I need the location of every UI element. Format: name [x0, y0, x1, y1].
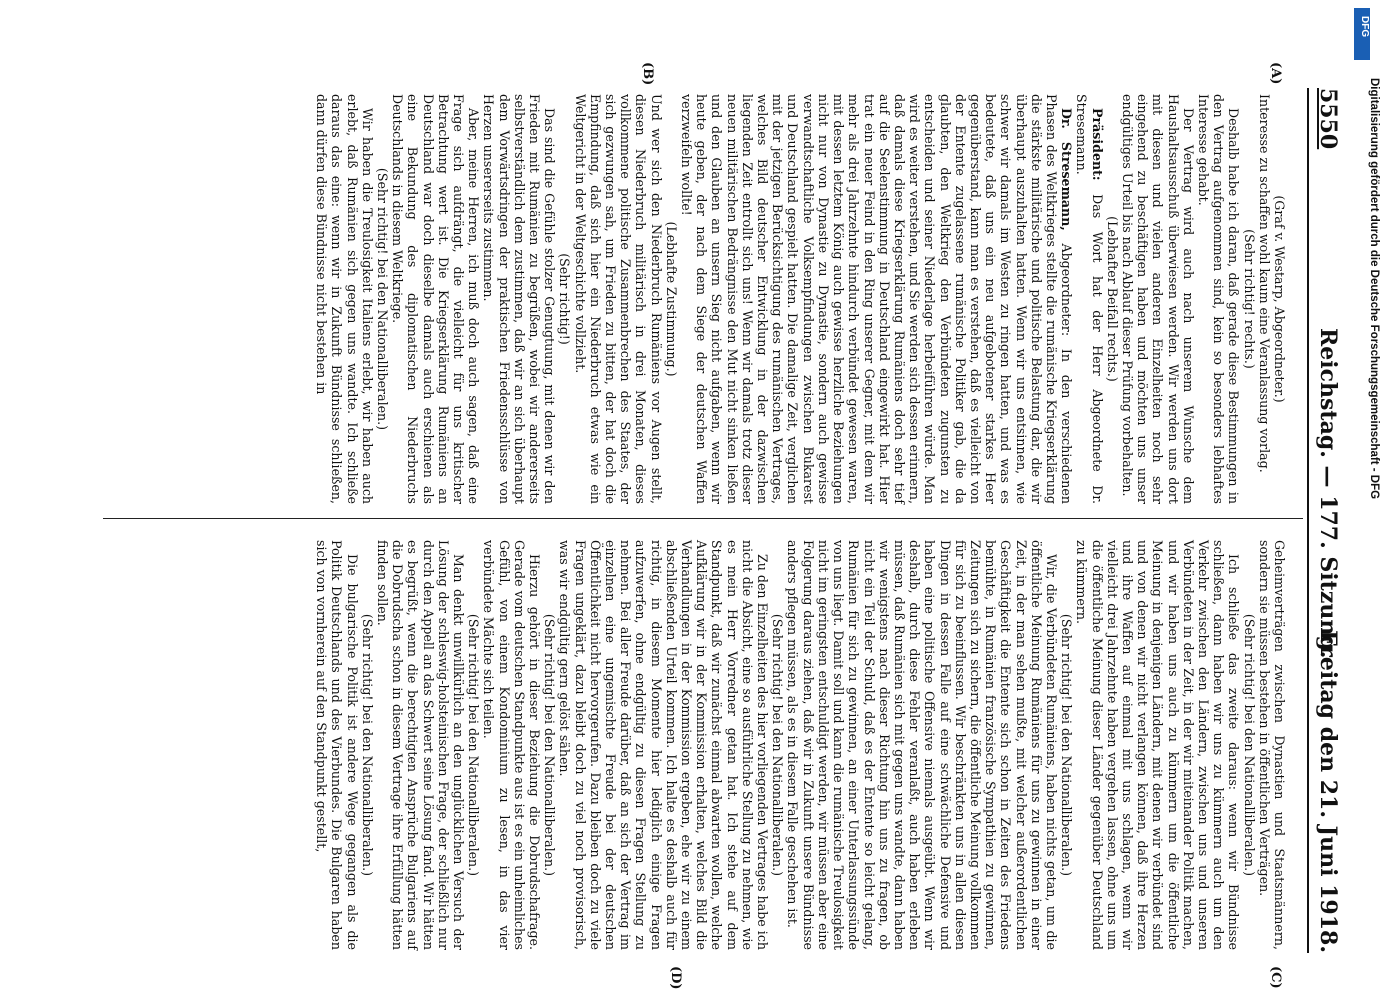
- interjection: (Lebhafter Beifall rechts.): [1104, 216, 1120, 382]
- column-divider: [103, 518, 1303, 519]
- speaker-paragraph: [1074, 94, 1104, 504]
- session-title: Reichstag. — 177. Sitzung.: [1315, 328, 1341, 659]
- interjection: (Sehr richtig! bei den Nationalliberalen.): [466, 613, 482, 877]
- interjection: (Sehr richtig! rechts.): [1241, 229, 1257, 369]
- body-paragraph: Das sind die Gefühle stolzer Genugtuung, mit denen wir den Frieden mit Rumänien zu begrüßen, wobei wir andererseits selbstverständlich dem zustimmen, daß wir an sich überhaupt dem Vorwärtsdringen der praktischen Friedensschlüsse von Herzen unsererseits zustimmen.: [481, 94, 558, 504]
- body-paragraph: Deshalb habe ich daran, daß gerade diese Bestimmungen in den Vertrag aufgenommen sind, kein so besonders lebhaftes Interesse gehabt.: [1195, 94, 1242, 504]
- page-number: 5550: [1315, 88, 1341, 150]
- body-paragraph: Zu den Einzelheiten des hier vorliegenden Vertrages habe ich nicht die Absicht, eine so ausführliche Stellung zu nehmen, wie es mein Herr Vorredner getan hat. Ich stehe auf dem Standpunkt, daß wir zunächst einmal abwarten wollen, welche Aufklärung wir in der Kommission erhalten, welches Bild die Verhandlungen in der Kommission ergeben, ehe wir zu einem abschließenden Urteil kommen. Ich halte es deshalb auch für richtig, in diesem Momente hier lediglich einige Fragen aufzuwerfen, ohne endgültig zu diesen Fragen Stellung zu nehmen. Bei aller Freude darüber, daß an sich der Vertrag im einzelnen eine ungemischte Freude bei der deutschen Öffentlichkeit nicht hervorgerufen. Dazu bleiben doch zu viele Fragen ungeklärt, dazu bleibt doch zu viel noch provisorisch, was wir endgültig gern gelöst sähen.: [557, 540, 771, 950]
- body-paragraph: Aber, meine Herren, ich muß doch auch sagen, daß eine Frage sich aufdrängt, die vielleicht für uns kritischer Betrachtung wert ist. Die Kriegserklärung Rumäniens an Deutschland war doch dieselbe damals auch erschienen als eine Bekundung des diplomatischen Niederbruchs Deutschlands in diesem Weltkriege.: [390, 94, 482, 504]
- body-paragraph: Wir, die Verbündeten Rumäniens, haben nichts getan, um die öffentliche Meinung Rumäniens für uns zu gewinnen in einer Zeit, in der man sehen mußte, mit welcher außerordentlichen Geschäftigkeit die Entente sich schon in Zeiten des Friedens bemühte, in Rumänien französische Sympathien zu gewinnen, Zeitungen sich zu sichern, die öffentliche Meinung vollkommen für sich zu beeinflussen. Wir beschränkten uns in allen diesen Dingen in dessen Falle auf eine schwächliche Defensive und haben eine politische Offensive niemals ausgeübt. Wenn wir deshalb, durch diese Fehler veranlaßt, auch haben erleben müssen, daß Rumänien sich mit gegen uns wandte, dann haben wir wenigstens nach dieser Richtung hin uns zu fragen, ob nicht ein Teil der Schuld, daß es der Entente so leicht gelang, Rumänien für sich zu gewinnen, an einer Unterlassungssünde von uns liegt. Damit soll und kann die rumänische Treulosigkeit nicht im geringsten entschuldigt werden, wir müssen aber eine Folgerung daraus ziehen, daß wir in Zukunft unsere Bündnisse anders pflegen müssen, als es in diesem Falle geschehen ist.: [785, 540, 1059, 950]
- margin-mark-b: (B): [640, 62, 655, 86]
- right-column: [314, 540, 1287, 950]
- speech-text: Das Wort hat der Herr Abgeordnete Dr. Stresemann.: [1074, 94, 1105, 504]
- speech-text: Abgeordneter: In den verschiedenen Phasen des Weltkrieges stellte die rumänische Kriegserklärung die stärkste militärische und politische Belastung dar, die wir überhaupt auszuhalten hatten. Wenn wir uns entsinnen, wie schwer wir damals im Westen zu ringen hatten, und was es bedeutete, daß uns ein neu aufgebotener starkes Heer gegenüberstand, kann man es verstehen, daß es vielleicht von der Entente zugelassene rumänische Politiker gab, die da glaubten, den Weltkrieg den Verbündeten zugunsten zu entscheiden und seiner Niederlage herbeiführen würde. Man wird es weiter verstehen, und Sie werden sich dessen erinnern, daß damals diese Kriegserklärung Rumäniens doch sehr tief auf die Seelenstimmung in Deutschland eingewirkt hat. Hier trat ein neuer Feind in den Ring unserer Gegner, mit dem wir mehr als drei Jahrzehnte hindurch verbündet gewesen waren, mit dessen letztem König auch gewisse herzliche Beziehungen nicht nur von Dynastie zu Dynastie, sondern auch gewisse verwandtschaftliche Volksempfindungen zwischen Bukarest und Deutschland gespielt hatten. Die damalige Zeit, verglichen mit der jetzigen Berücksichtigung des rumänischen Vertrages, welches Bild deutscher Entwicklung in der dazwischen liegenden Zeit entrollt sich uns! Wenn wir damals trotz dieser neuen militärischen Bedrängnisse den Mut nicht sinken ließen und den Glauben an unsern Sieg nicht aufgaben, wenn wir heute geben, der nach dem Siege der deutschen Waffen verzweifeln wollte!: [679, 94, 1075, 504]
- body-paragraph: Die bulgarische Politik ist andere Wege gegangen als die Politik Deutschlands und des Vierbundes. Die Bulgaren haben sich von vornherein auf den Standpunkt gestellt,: [314, 540, 360, 950]
- digitization-credit: Digitalisierung gefördert durch die Deutsche Forschungsgemeinschaft - DFG: [1368, 78, 1380, 500]
- interjection: (Sehr richtig!): [557, 253, 573, 345]
- interjection: (Sehr richtig! bei den Nationalliberalen.): [1059, 613, 1075, 877]
- header-rule: [1307, 88, 1309, 953]
- margin-mark-c: (C): [1268, 966, 1283, 989]
- body-paragraph: Und wer sich den Niederbruch Rumäniens vor Augen stellt, diesen Niederbruch militärisch in drei Monaten, dieses vollkommene politische Zusammenbrechen des Staates, der sich gezwungen sah, um Frieden zu bitten, der hat doch die Empfindung, daß sich hier ein Niederbruch etwas wie ein Weltgericht in der Weltgeschichte vollzieht.: [572, 94, 664, 504]
- left-column: [314, 94, 1287, 504]
- margin-mark-a: (A): [1268, 62, 1283, 85]
- interjection: (Sehr richtig! bei den Nationalliberalen.): [375, 167, 391, 431]
- interjection: (Lebhafte Zustimmung.): [663, 221, 679, 377]
- margin-mark-d: (D): [668, 966, 683, 990]
- session-date: Freitag den 21. Juni 1918.: [1315, 630, 1341, 953]
- body-paragraph: Wir haben die Treulosigkeit Italiens erlebt, wir haben auch erlebt, daß Rumänien sich gegen uns wandte. Ich schließe daraus das eine: wenn wir in Zukunft Bündnisse schließen, dann dürfen diese Bündnisse nicht bestehen in: [314, 94, 375, 504]
- body-paragraph: Der Vertrag wird auch nach unserem Wunsche dem Haushaltsausschuß überwiesen werden. Wir werden uns dort mit diesen und vielen anderen Einzelheiten noch sehr eingehend zu beschäftigen haben und möchten uns unser endgültiges Urteil bis nach Ablauf dieser Prüfung vorbehalten.: [1119, 94, 1196, 504]
- body-paragraph: Ich schließe das zweite daraus: wenn wir Bündnisse schließen, dann haben wir uns zu kümmern auch um den Verkehr zwischen den Ländern, zwischen uns und unseren Verbündeten in der Zeit, in der wir miteinander Politik machen, und wir haben uns auch zu kümmern um die öffentliche Meinung in denjenigen Ländern, mit denen wir verbündet sind und von denen wir nicht verlangen können, daß ihre Herzen und ihre Waffen auf einmal mit uns schlagen, wenn wir vielleicht drei Jahrzehnte haben vergehen lassen, ohne uns um die öffentliche Meinung dieser Länder gegenüber Deutschland zu kümmern.: [1074, 540, 1242, 950]
- interjection: (Sehr richtig! bei den Nationalliberalen.): [770, 613, 786, 877]
- interjection: (Sehr richtig! bei den Nationalliberalen.): [1241, 613, 1257, 877]
- interjection: (Sehr richtig! bei den Nationalliberalen.): [542, 613, 558, 877]
- interjection: (Graf v. Westarp, Abgeordneter.): [1272, 195, 1287, 403]
- page-header: [1305, 88, 1349, 953]
- speaker-paragraph: [679, 94, 1074, 504]
- dfg-logo-text: DFG: [1359, 16, 1370, 38]
- body-paragraph: Geheimverträgen zwischen Dynastien und Staatsmännern, sondern sie müssen bestehen in öffentlichen Verträgen.: [1256, 540, 1287, 950]
- speaker-name: Dr. Stresemann,: [1059, 108, 1075, 231]
- speaker-name: Präsident:: [1089, 108, 1105, 181]
- body-paragraph: Man denkt unwillkürlich an den unglücklichen Versuch der Lösung der schleswig-holsteinischen Frage, der schließlich nur durch den Appell an das Schwert seine Lösung fand. Wir hätten es begrüßt, wenn die berechtigten Ansprüche Bulgariens auf die Dobrudscha schon in diesem Vertrage ihre Erfüllung hätten finden sollen.: [375, 540, 467, 950]
- body-paragraph: Interesse zu schaffen wohl kaum eine Veranlassung vorlag.: [1256, 94, 1272, 473]
- interjection: (Sehr richtig! bei den Nationalliberalen.): [359, 613, 375, 877]
- body-paragraph: Hierzu gehört in dieser Beziehung die Dobrudschafrage. Gerade vom deutschen Standpunkte aus ist es ein unheimliches Gefühl, von einem Kondominium zu lesen, in das vier verbündete Mächte sich teilen.: [481, 540, 543, 950]
